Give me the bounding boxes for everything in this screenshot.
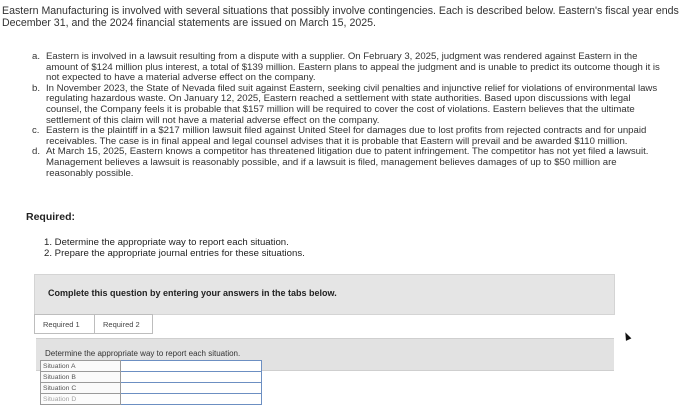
- table-row: [41, 372, 262, 383]
- situation-text: Eastern is the plaintiff in a $217 million lawsuit filed against United Steel for damages due to lost profits from rejected contracts and for unpaid receivables. The case is in final appeal and legal counsel advises that it is probable that Eastern will prevail and be awarded $110 million.: [46, 125, 647, 147]
- situation-text: Eastern is involved in a lawsuit resulting from a dispute with a supplier. On February 3, 2025, judgment was rendered against Eastern in the amount of $124 million plus interest, a total of $139 million. Eastern plans to appeal the judgment and is unable to predict its outcome though it is not expected to have a material adverse effect on the company.: [46, 51, 660, 84]
- table-row: [41, 394, 262, 405]
- tab-required-1[interactable]: Required 1: [34, 314, 95, 334]
- requirements-list: [44, 238, 305, 259]
- situation-b-answer-input[interactable]: [121, 372, 262, 383]
- requirement-item: 1. Determine the appropriate way to report each situation.: [44, 237, 289, 248]
- situation-d-answer-input[interactable]: [121, 394, 262, 405]
- situation-letter: b.: [32, 82, 41, 94]
- mouse-cursor-icon: [623, 331, 632, 341]
- situation-item-d: [32, 147, 664, 179]
- situation-letter: d.: [32, 146, 41, 158]
- row-label: Situation B: [41, 372, 121, 383]
- instruction-banner: [34, 274, 615, 315]
- situation-text: At March 15, 2025, Eastern knows a competitor has threatened litigation due to patent infringement. The competitor has not yet filed a lawsuit. Management believes a lawsuit is reasonably possible, and if a lawsuit is filed, management believes damages of up to $50 million are reasonably possible.: [46, 146, 649, 179]
- situation-c-answer-input[interactable]: [121, 383, 262, 394]
- row-label: Situation C: [41, 383, 121, 394]
- instruction-text: Complete this question by entering your answers in the tabs below.: [48, 288, 337, 298]
- table-row: [41, 383, 262, 394]
- situation-item-b: [32, 84, 664, 126]
- situation-item-a: [32, 52, 664, 84]
- situations-list: [32, 52, 664, 179]
- answer-tabs: [34, 314, 615, 334]
- situation-text: In November 2023, the State of Nevada filed suit against Eastern, seeking civil penalties and injunctive relief for violations of environmental laws regulating hazardous waste. On January 12, 2025, Eastern reached a settlement with state authorities. Based upon discussions with legal counsel, the Company feels it is probable that $157 million will be required to cover the cost of violations. Eastern believes that the ultimate settlement of this claim will not have a material adverse effect on the company.: [46, 82, 658, 126]
- problem-intro: Eastern Manufacturing is involved with several situations that possibly involve contingencies. Each is described below. Eastern's fiscal year ends December 31, and the 2024 financial statements are issued on March 15, 2025.: [2, 5, 679, 29]
- row-label: Situation D: [41, 394, 121, 405]
- requirement-item: 2. Prepare the appropriate journal entries for these situations.: [44, 247, 305, 259]
- task-prompt: Determine the appropriate way to report each situation.: [45, 349, 241, 358]
- table-row: [41, 361, 262, 372]
- tab-required-2[interactable]: Required 2: [95, 314, 153, 334]
- required-heading: Required:: [26, 211, 76, 223]
- situation-item-c: [32, 126, 664, 147]
- row-label: Situation A: [41, 361, 121, 372]
- situation-answer-table: [40, 360, 262, 405]
- situation-letter: a.: [32, 51, 41, 62]
- situation-a-answer-input[interactable]: [121, 361, 262, 372]
- situation-letter: c.: [32, 125, 40, 137]
